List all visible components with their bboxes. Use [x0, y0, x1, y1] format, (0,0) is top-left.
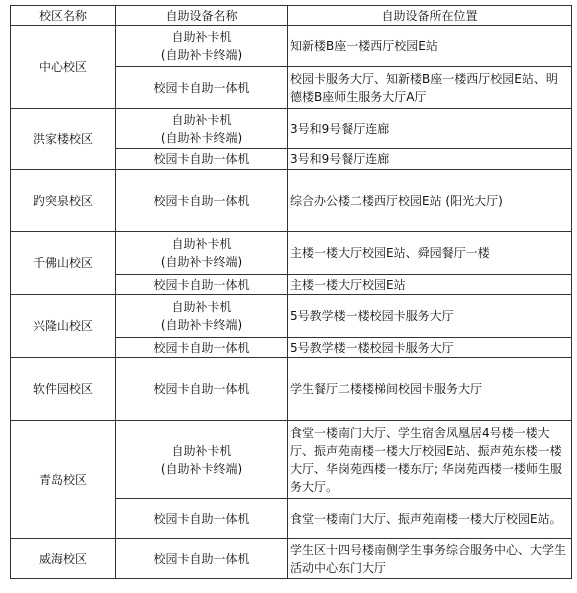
- campus-cell: 软件园校区: [11, 358, 116, 421]
- campus-cell: 青岛校区: [11, 421, 116, 539]
- device-line: (自助补卡终端): [160, 318, 243, 332]
- device-line: (自助补卡终端): [160, 130, 243, 145]
- device-line: (自助补卡终端): [160, 48, 243, 62]
- device-cell: 校园卡自助一体机: [116, 358, 288, 421]
- header-location: 自助设备所在位置: [288, 6, 572, 26]
- device-cell: 校园卡自助一体机: [116, 539, 288, 579]
- device-cell: [116, 109, 288, 149]
- location-cell: 3号和9号餐厅连廊: [288, 109, 572, 149]
- device-location-table: [10, 5, 572, 579]
- header-campus: 校区名称: [11, 6, 116, 26]
- device-line: 自助补卡机: [171, 237, 232, 251]
- device-cell: [116, 232, 288, 275]
- table-row: [11, 421, 572, 499]
- table-row: [11, 358, 572, 421]
- campus-cell: 洪家楼校区: [11, 109, 116, 170]
- device-cell: 校园卡自助一体机: [116, 275, 288, 295]
- campus-cell: 趵突泉校区: [11, 170, 116, 232]
- device-line: 自助补卡机: [171, 300, 232, 314]
- device-cell: 校园卡自助一体机: [116, 499, 288, 539]
- device-cell: [116, 295, 288, 338]
- device-line: (自助补卡终端): [160, 255, 243, 269]
- location-cell: 5号教学楼一楼校园卡服务大厅: [288, 338, 572, 358]
- device-cell: [116, 26, 288, 67]
- table-row: [11, 26, 572, 67]
- location-cell: 5号教学楼一楼校园卡服务大厅: [288, 295, 572, 338]
- campus-cell: 兴隆山校区: [11, 295, 116, 358]
- header-device: 自助设备名称: [116, 6, 288, 26]
- campus-cell: 中心校区: [11, 26, 116, 109]
- table-row: [11, 539, 572, 579]
- location-cell: 学生餐厅二楼楼梯间校园卡服务大厅: [288, 358, 572, 421]
- table-row: [11, 109, 572, 149]
- location-cell: 主楼一楼大厅校园E站、舜园餐厅一楼: [288, 232, 572, 275]
- location-cell: 综合办公楼二楼西厅校园E站 (阳光大厅): [288, 170, 572, 232]
- location-cell: 校园卡服务大厅、知新楼B座一楼西厅校园E站、明德楼B座师生服务大厅A厅: [288, 67, 572, 109]
- campus-cell: 威海校区: [11, 539, 116, 579]
- device-cell: 校园卡自助一体机: [116, 338, 288, 358]
- header-row: [11, 6, 572, 26]
- location-cell: 食堂一楼南门大厅、学生宿舍凤凰居4号楼一楼大厅、振声苑南楼一楼大厅校园E站、振声苑东楼一楼大厅、华岗苑西楼一楼东厅; 华岗苑西楼一楼师生服务大厅。: [288, 421, 572, 499]
- table-row: [11, 232, 572, 275]
- campus-cell: 千佛山校区: [11, 232, 116, 295]
- device-line: (自助补卡终端): [160, 461, 243, 476]
- device-cell: 校园卡自助一体机: [116, 170, 288, 232]
- location-cell: 主楼一楼大厅校园E站: [288, 275, 572, 295]
- location-cell: 3号和9号餐厅连廊: [288, 149, 572, 170]
- table-row: [11, 170, 572, 232]
- device-line: 自助补卡机: [171, 30, 232, 44]
- device-line: 自助补卡机: [171, 112, 232, 127]
- location-cell: 知新楼B座一楼西厅校园E站: [288, 26, 572, 67]
- table-row: [11, 295, 572, 338]
- location-cell: 食堂一楼南门大厅、振声苑南楼一楼大厅校园E站。: [288, 499, 572, 539]
- location-cell: 学生区十四号楼南侧学生事务综合服务中心、大学生活动中心东门大厅: [288, 539, 572, 579]
- device-cell: [116, 421, 288, 499]
- device-cell: 校园卡自助一体机: [116, 149, 288, 170]
- device-cell: 校园卡自助一体机: [116, 67, 288, 109]
- device-line: 自助补卡机: [171, 443, 232, 458]
